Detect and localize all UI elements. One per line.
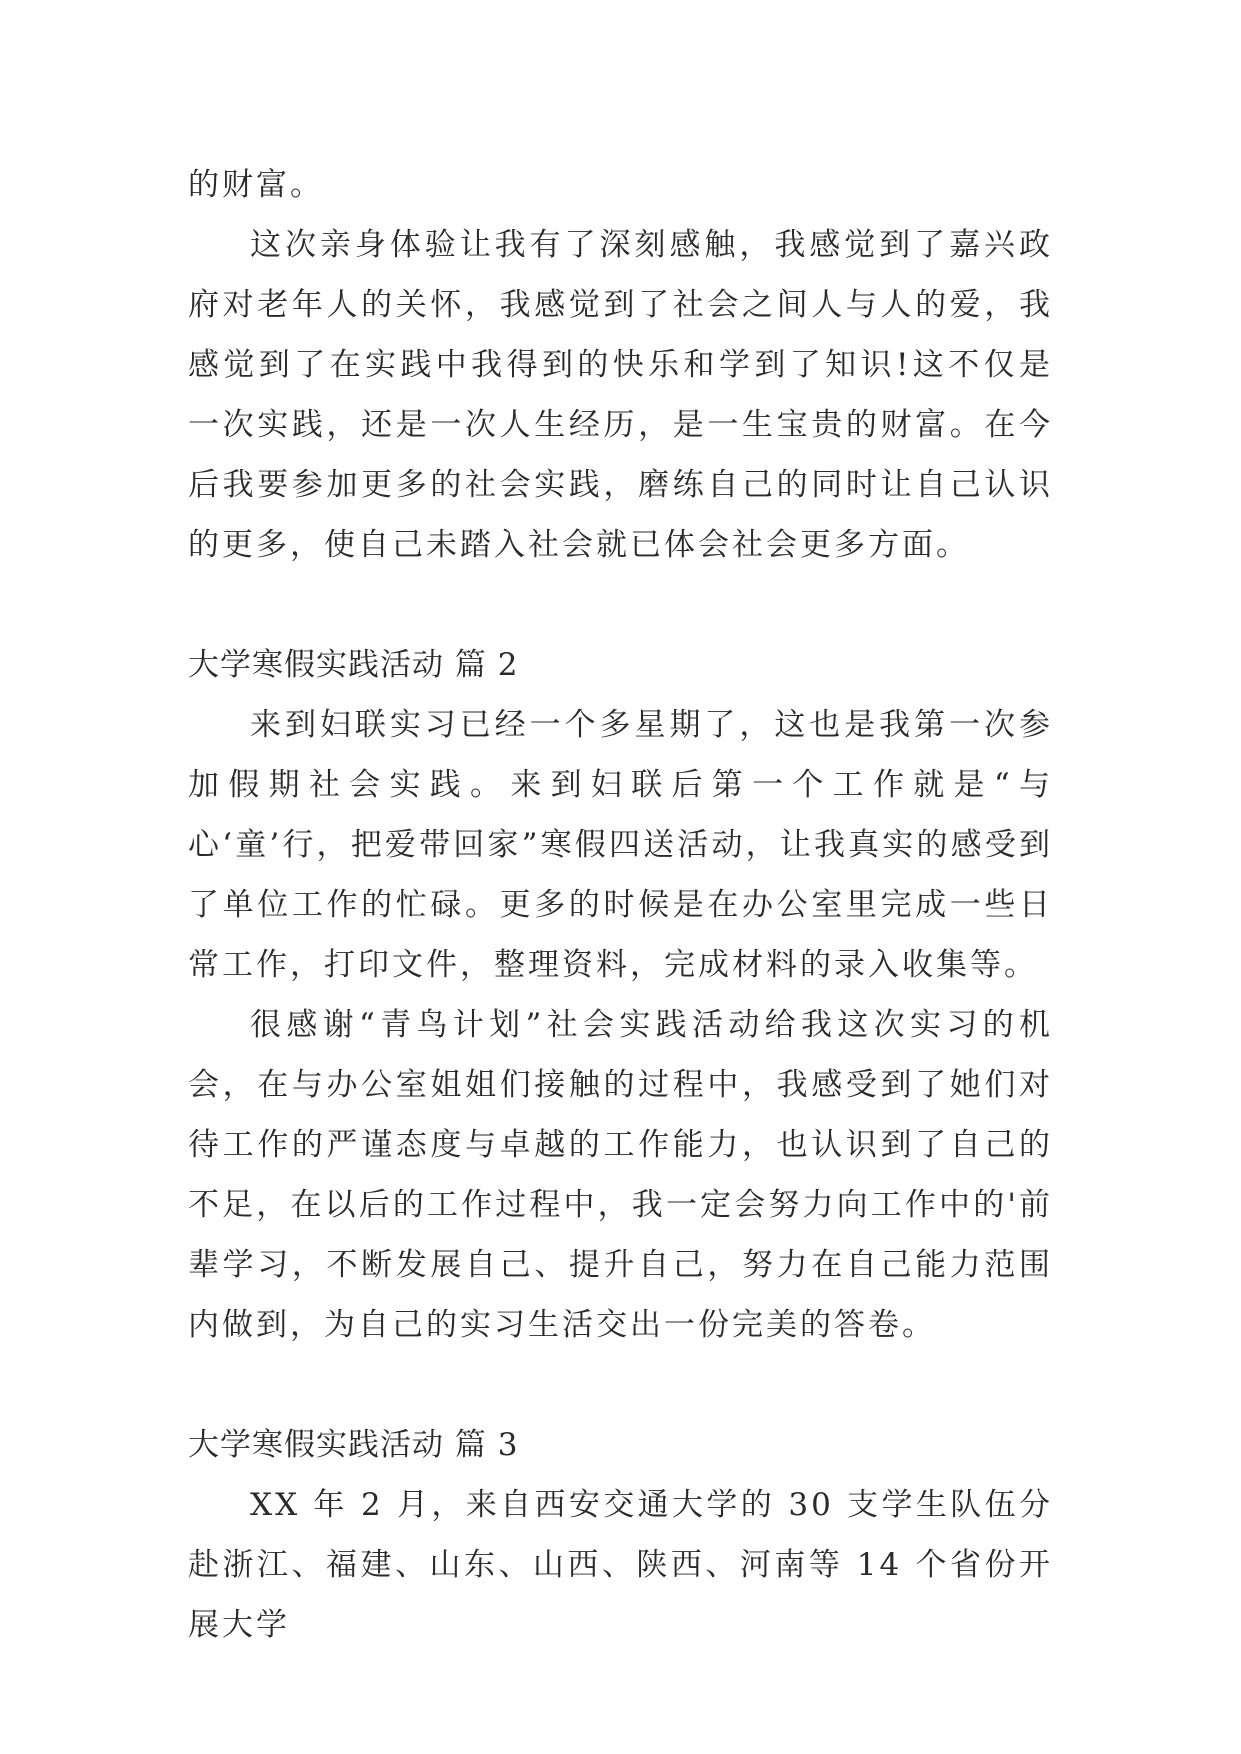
section-heading-3: 大学寒假实践活动 篇 3 [188,1427,519,1463]
document-page [188,155,1053,1655]
paragraph-womens-federation: 来到妇联实习已经一个多星期了，这也是我第一次参加假期社会实践。来到妇联后第一个工作就是“与心‘童’行，把爱带回家”寒假四送活动，让我真实的感受到了单位工作的忙碌。更多的时候是在办公室里完成一些日常工作，打印文件，整理资料，完成材料的录入收集等。 [188,707,1053,983]
section-heading-2: 大学寒假实践活动 篇 2 [188,647,519,683]
paragraph-continuation: 的财富。 [188,167,324,203]
paragraph-gratitude: 很感谢“青鸟计划”社会实践活动给我这次实习的机会，在与办公室姐姐们接触的过程中，我感受到了她们对待工作的严谨态度与卓越的工作能力，也认识到了自己的不足，在以后的工作过程中，我一定会努力向工作中的'前辈学习，不断发展自己、提升自己，努力在自己能力范围内做到，为自己的实习生活交出一份完美的答卷。 [188,1007,1053,1343]
paragraph-xjtu-teams: XX 年 2 月，来自西安交通大学的 30 支学生队伍分赴浙江、福建、山东、山西、陕西、河南等 14 个省份开展大学 [188,1487,1053,1643]
section-gap [188,575,1053,635]
paragraph-reflection: 这次亲身体验让我有了深刻感触，我感觉到了嘉兴政府对老年人的关怀，我感觉到了社会之间人与人的爱，我感觉到了在实践中我得到的快乐和学到了知识!这不仅是一次实践，还是一次人生经历，是一生宝贵的财富。在今后我要参加更多的社会实践，磨练自己的同时让自己认识的更多，使自己未踏入社会就已体会社会更多方面。 [188,227,1053,563]
section-gap [188,1355,1053,1415]
